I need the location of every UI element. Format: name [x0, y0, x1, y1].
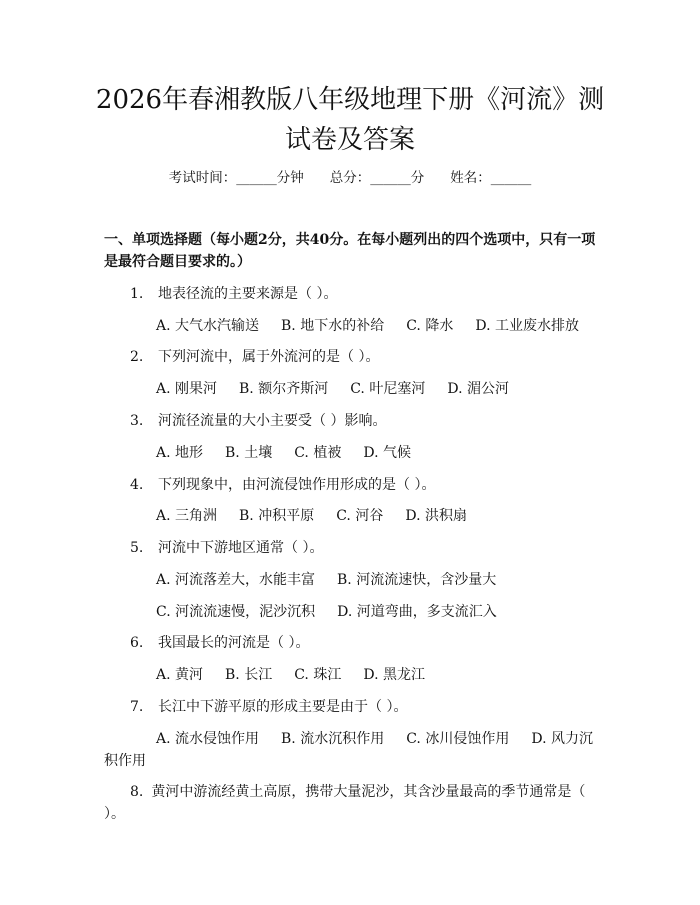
question-4 [104, 474, 600, 496]
option-c: C. 河谷 [336, 508, 384, 524]
question-text: 河流中下游地区通常（ ）。 [158, 540, 324, 556]
document-title: 2026年春湘教版八年级地理下册《河流》测试卷及答案 [95, 85, 605, 155]
question-3-options [156, 442, 606, 464]
question-6 [104, 632, 600, 654]
question-number: 8. [130, 784, 144, 800]
option-b: B. 长江 [225, 667, 273, 683]
question-text: 我国最长的河流是（ ）。 [158, 635, 310, 651]
question-7-options [104, 728, 600, 772]
option-a: A. 大气水汽输送 [156, 318, 260, 334]
question-text: 下列河流中，属于外流河的是（ ）。 [158, 349, 380, 365]
option-b: B. 流水沉积作用 [281, 731, 385, 747]
option-a: A. 刚果河 [156, 381, 218, 397]
option-b: B. 河流流速快，含沙量大 [337, 572, 497, 588]
question-4-options [156, 505, 606, 527]
student-name: 姓名：______ [450, 170, 532, 186]
option-a: A. 黄河 [156, 667, 204, 683]
option-b: B. 额尔齐斯河 [239, 381, 329, 397]
option-b: B. 冲积平原 [239, 508, 315, 524]
question-1 [104, 283, 600, 305]
option-b: B. 土壤 [225, 445, 273, 461]
option-b: B. 地下水的补给 [281, 318, 385, 334]
question-2 [104, 346, 600, 368]
question-2-options [156, 378, 606, 400]
option-a: A. 地形 [156, 445, 204, 461]
option-a: A. 三角洲 [156, 508, 218, 524]
exam-meta [0, 168, 700, 188]
question-number: 3. [130, 413, 144, 429]
option-a: A. 河流落差大，水能丰富 [156, 572, 316, 588]
question-5-options-row-1 [156, 569, 606, 591]
question-5-options-row-2 [156, 601, 606, 623]
question-5 [104, 537, 600, 559]
option-c: C. 冰川侵蚀作用 [406, 731, 510, 747]
exam-time: 考试时间：______分钟 [168, 170, 304, 186]
question-text: 黄河中游流经黄土高原，携带大量泥沙，其含沙量最高的季节通常是（ ）。 [104, 784, 586, 822]
question-number: 5. [130, 540, 144, 556]
question-number: 7. [130, 699, 144, 715]
exam-total-score: 总分：______分 [329, 170, 425, 186]
option-c: C. 降水 [406, 318, 454, 334]
question-text: 河流径流量的大小主要受（ ）影响。 [158, 413, 387, 429]
option-d: D. 气候 [363, 445, 411, 461]
question-1-options [156, 315, 606, 337]
section-heading-single-choice: 一、单项选择题（每小题2分，共40分。在每小题列出的四个选项中，只有一项是最符合题目要求的。） [104, 232, 596, 270]
question-text: 下列现象中，由河流侵蚀作用形成的是（ ）。 [158, 477, 436, 493]
question-6-options [156, 664, 606, 686]
option-d: D. 工业废水排放 [475, 318, 579, 334]
option-d: D. 河道弯曲，多支流汇入 [337, 604, 497, 620]
question-number: 6. [130, 635, 144, 651]
option-c: C. 珠江 [294, 667, 342, 683]
option-c: C. 叶尼塞河 [350, 381, 426, 397]
option-c: C. 河流流速慢，泥沙沉积 [156, 604, 316, 620]
question-3 [104, 410, 600, 432]
question-number: 4. [130, 477, 144, 493]
option-d: D. 风力沉积作用 [104, 731, 593, 769]
question-text: 长江中下游平原的形成主要是由于（ ）。 [158, 699, 408, 715]
option-d: D. 洪积扇 [405, 508, 467, 524]
question-number: 2. [130, 349, 144, 365]
option-d: D. 黑龙江 [363, 667, 425, 683]
option-a: A. 流水侵蚀作用 [156, 731, 260, 747]
question-text: 地表径流的主要来源是（ ）。 [158, 286, 338, 302]
question-7 [104, 696, 600, 718]
question-8 [104, 781, 600, 825]
question-number: 1. [130, 286, 144, 302]
option-d: D. 湄公河 [447, 381, 509, 397]
option-c: C. 植被 [294, 445, 342, 461]
